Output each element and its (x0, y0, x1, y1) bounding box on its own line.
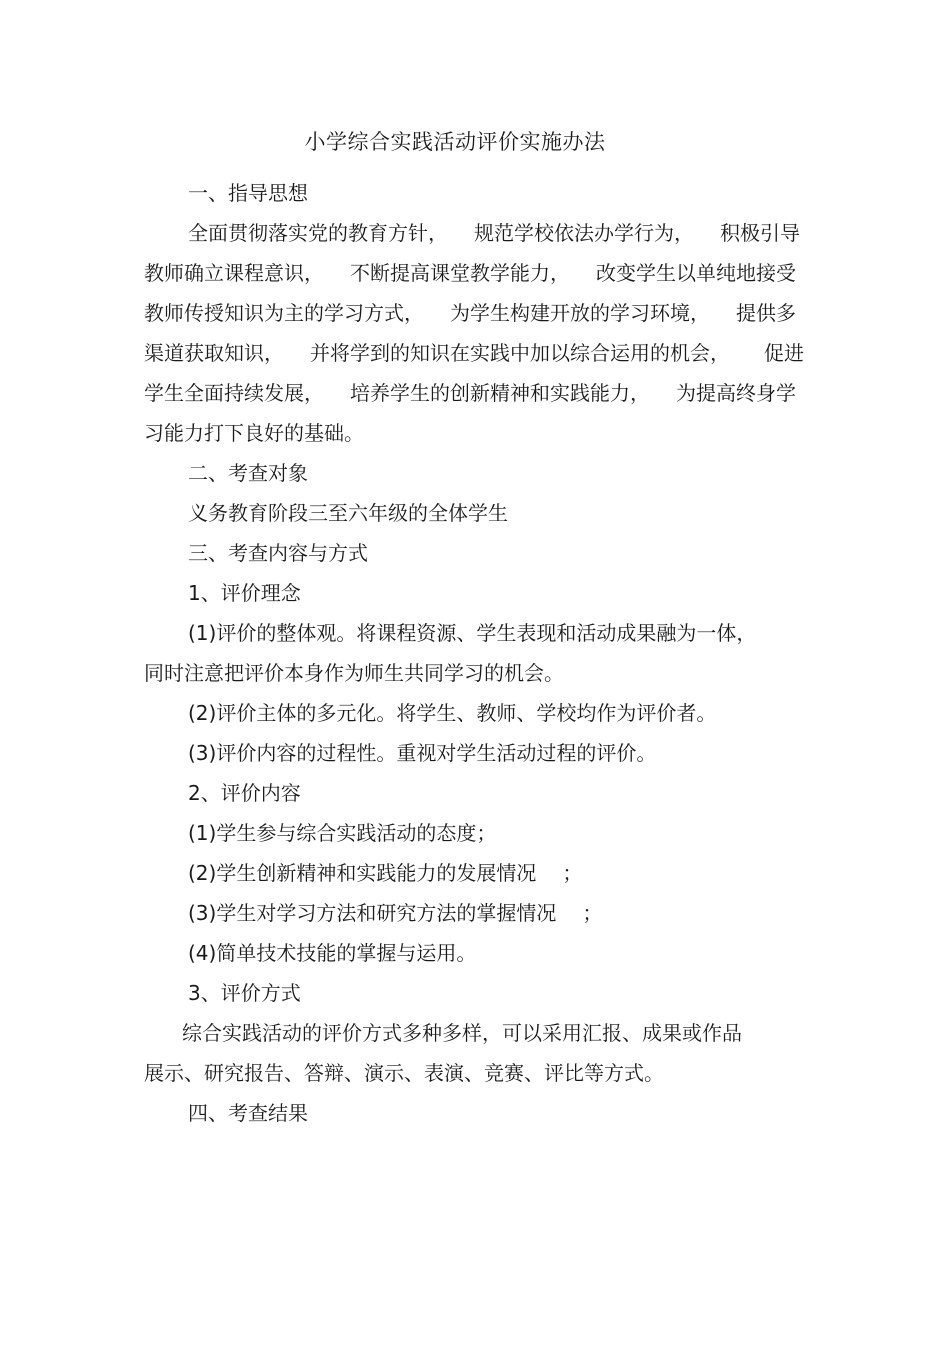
text-segment: 提供多 (736, 301, 796, 325)
section-4-heading: 四、考查结果 (188, 1101, 308, 1125)
subsection-3-3-heading: 3、评价方式 (188, 981, 301, 1005)
text-segment: 积极引导 (720, 221, 800, 245)
list-item: (3)评价内容的过程性。重视对学生活动过程的评价。 (188, 741, 657, 765)
subsection-3-1-heading: 1、评价理念 (188, 581, 301, 605)
paragraph-line (144, 333, 810, 373)
paragraph-line: 展示、研究报告、答辩、演示、表演、竞赛、评比等方式。 (144, 1061, 664, 1085)
list-item: (2)评价主体的多元化。将学生、教师、学校均作为评价者。 (188, 701, 717, 725)
text-segment: 全面贯彻落实党的教育方针， (188, 221, 448, 245)
section-2-heading: 二、考查对象 (188, 461, 308, 485)
text-segment: 培养学生的创新精神和实践能力， (350, 381, 650, 405)
text-segment: 不断提高课堂教学能力， (350, 261, 570, 285)
section-1-heading: 一、指导思想 (188, 181, 308, 205)
list-item: (4)简单技术技能的掌握与运用。 (188, 941, 477, 965)
section-1-paragraph (144, 213, 810, 453)
paragraph-line (144, 293, 810, 333)
text-segment: 习能力打下良好的基础。 (144, 421, 364, 445)
subsection-3-2-heading: 2、评价内容 (188, 781, 301, 805)
paragraph-line (144, 413, 810, 453)
text-segment: ； (562, 861, 583, 885)
text-segment: 并将学到的知识在实践中加以综合运用的机会， (310, 341, 730, 365)
text-segment: 改变学生以单纯地接受 (596, 261, 796, 285)
text-segment: 学生全面持续发展， (144, 381, 324, 405)
document-title: 小学综合实践活动评价实施办法 (304, 130, 606, 154)
text-segment: 为提高终身学 (676, 381, 796, 405)
section-2-text: 义务教育阶段三至六年级的全体学生 (188, 501, 508, 525)
document-body (144, 173, 810, 1133)
text-segment: (3)学生对学习方法和研究方法的掌握情况 (188, 901, 557, 925)
list-item: (1)学生参与综合实践活动的态度； (188, 821, 497, 845)
section-3-heading: 三、考查内容与方式 (188, 541, 368, 565)
text-segment: 促进 (764, 341, 804, 365)
text-segment: (2)学生创新精神和实践能力的发展情况 (188, 861, 537, 885)
text-segment: 规范学校依法办学行为， (474, 221, 694, 245)
text-segment: ； (582, 901, 603, 925)
text-segment: 渠道获取知识， (144, 341, 284, 365)
list-item (144, 893, 810, 933)
list-item: (1)评价的整体观。将课程资源、学生表现和活动成果融为一体， (188, 621, 757, 645)
paragraph-line (144, 373, 810, 413)
list-item (144, 853, 810, 893)
text-segment: 教师确立课程意识， (144, 261, 324, 285)
paragraph-line: 综合实践活动的评价方式多种多样，可以采用汇报、成果或作品 (182, 1021, 742, 1045)
text-segment: 为学生构建开放的学习环境， (450, 301, 710, 325)
paragraph-line (144, 213, 810, 253)
paragraph-line (144, 253, 810, 293)
list-item-continuation: 同时注意把评价本身作为师生共同学习的机会。 (144, 661, 564, 685)
text-segment: 教师传授知识为主的学习方式， (144, 301, 424, 325)
